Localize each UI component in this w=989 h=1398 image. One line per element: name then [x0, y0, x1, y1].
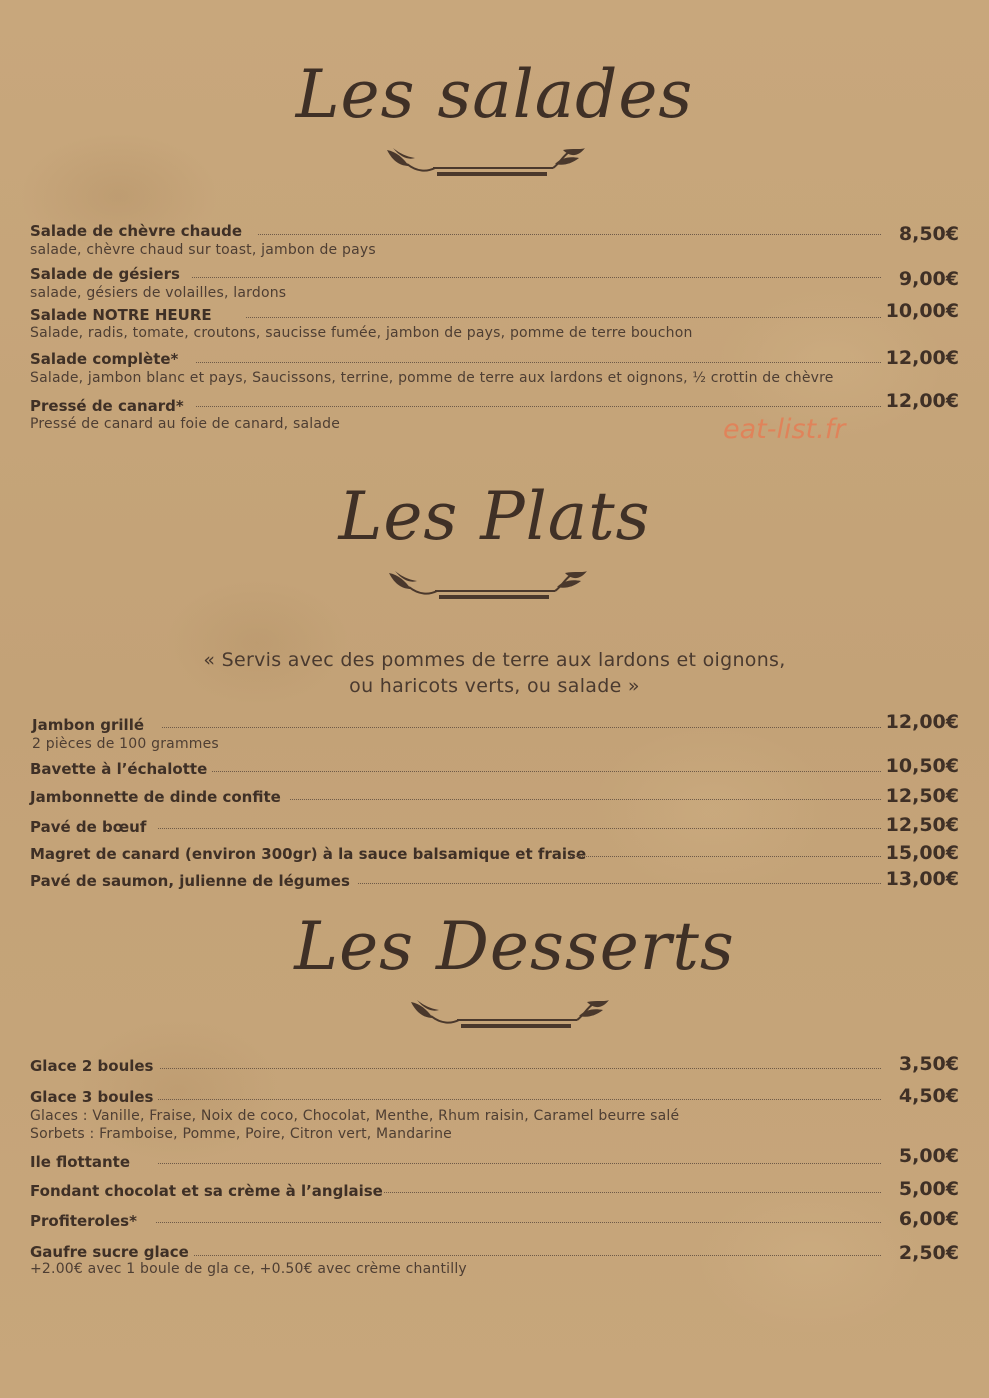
item-name: Magret de canard (environ 300gr) à la sauce balsamique et fraise [30, 845, 587, 863]
dot-leader [196, 406, 881, 407]
dot-leader [156, 1222, 881, 1223]
item-description: Glaces : Vanille, Fraise, Noix de coco, Chocolat, Menthe, Rhum raisin, Caramel beurre salé [30, 1108, 680, 1124]
item-price: 5,00€ [898, 1178, 959, 1200]
item-price: 12,00€ [885, 711, 959, 733]
item-price: 3,50€ [898, 1053, 959, 1075]
item-name: Fondant chocolat et sa crème à l’anglaise [30, 1182, 383, 1200]
item-price: 6,00€ [898, 1208, 959, 1230]
item-price: 5,00€ [898, 1145, 959, 1167]
dot-leader [158, 1163, 881, 1164]
item-price: 12,50€ [885, 785, 959, 807]
dot-leader [194, 1255, 881, 1256]
item-description: Salade, jambon blanc et pays, Saucissons, terrine, pomme de terre aux lardons et oignons, ½ crottin de chèvre [30, 370, 834, 386]
item-name: Salade de gésiers [30, 265, 180, 283]
item-name: Bavette à l’échalotte [30, 760, 208, 778]
item-name: Ile flottante [30, 1153, 131, 1171]
section-title-desserts: Les Desserts [294, 908, 735, 985]
item-name: Salade NOTRE HEURE [30, 306, 212, 324]
item-description: Pressé de canard au foie de canard, salade [30, 416, 341, 432]
item-price: 8,50€ [898, 223, 959, 245]
dot-leader [290, 799, 881, 800]
item-description: Sorbets : Framboise, Pomme, Poire, Citron vert, Mandarine [30, 1126, 452, 1142]
item-price: 2,50€ [898, 1242, 959, 1264]
plats-intro-line-2: ou haricots verts, ou salade » [349, 675, 640, 697]
item-name: Glace 3 boules [30, 1088, 154, 1106]
item-price: 12,00€ [885, 390, 959, 412]
dot-leader [158, 1099, 881, 1100]
item-name: Pressé de canard* [30, 397, 184, 415]
dot-leader [192, 277, 881, 278]
dot-leader [570, 856, 881, 857]
item-price: 13,00€ [885, 868, 959, 890]
item-name: Jambon grillé [32, 716, 145, 734]
item-price: 4,50€ [898, 1085, 959, 1107]
item-price: 12,00€ [885, 347, 959, 369]
item-price: 10,00€ [885, 300, 959, 322]
dot-leader [158, 828, 881, 829]
section-title-salades: Les salades [295, 56, 694, 133]
item-price: 9,00€ [898, 268, 959, 290]
item-description: +2.00€ avec 1 boule de gla ce, +0.50€ avec crème chantilly [30, 1261, 467, 1277]
item-description: salade, gésiers de volailles, lardons [30, 285, 287, 301]
item-name: Profiteroles* [30, 1212, 137, 1230]
ornament-divider-icon [407, 996, 613, 1030]
item-name: Jambonnette de dinde confite [30, 788, 281, 806]
watermark: eat-list.fr [723, 414, 846, 445]
item-price: 12,50€ [885, 814, 959, 836]
section-title-plats: Les Plats [338, 478, 651, 555]
dot-leader [358, 883, 881, 884]
dot-leader [212, 771, 881, 772]
plats-intro-line-1: « Servis avec des pommes de terre aux lardons et oignons, [203, 649, 786, 671]
item-name: Glace 2 boules [30, 1057, 154, 1075]
dot-leader [160, 1068, 881, 1069]
item-name: Pavé de bœuf [30, 818, 147, 836]
item-description: salade, chèvre chaud sur toast, jambon de pays [30, 242, 376, 258]
item-description: 2 pièces de 100 grammes [32, 736, 219, 752]
dot-leader [258, 234, 881, 235]
item-name: Gaufre sucre glace [30, 1243, 189, 1261]
item-name: Salade de chèvre chaude [30, 222, 243, 240]
ornament-divider-icon [383, 144, 589, 178]
item-name: Salade complète* [30, 350, 179, 368]
dot-leader [246, 317, 881, 318]
item-price: 15,00€ [885, 842, 959, 864]
item-description: Salade, radis, tomate, croutons, saucisse fumée, jambon de pays, pomme de terre bouchon [30, 325, 693, 341]
dot-leader [162, 727, 881, 728]
dot-leader [196, 362, 881, 363]
ornament-divider-icon [385, 567, 591, 601]
item-name: Pavé de saumon, julienne de légumes [30, 872, 350, 890]
item-price: 10,50€ [885, 755, 959, 777]
dot-leader [384, 1192, 881, 1193]
